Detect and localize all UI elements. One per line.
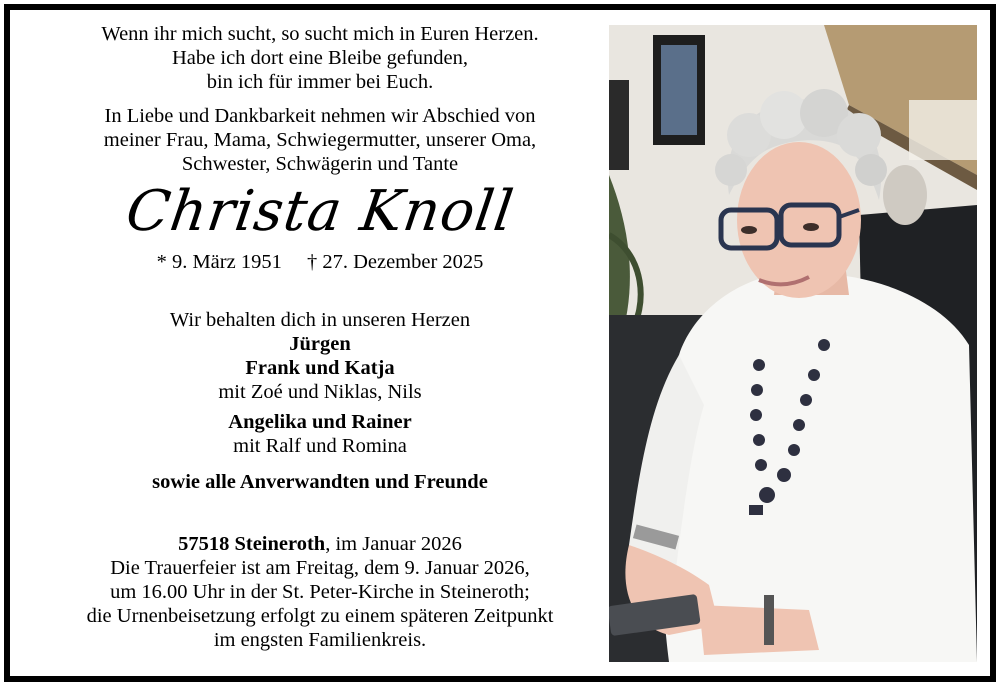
intro [40, 104, 600, 176]
portrait-photo [609, 25, 977, 662]
poem [40, 22, 600, 94]
intro-line: meiner Frau, Mama, Schwiegermutter, unserer Oma, [103, 129, 537, 151]
service-info [40, 556, 600, 652]
child-family-1: Frank und Katja [245, 357, 395, 379]
life-dates [40, 250, 600, 274]
death-date: † 27. Dezember 2025 [306, 251, 484, 273]
service-line: um 16.00 Uhr in der St. Peter-Kirche in Steineroth; [110, 581, 530, 603]
grandchildren-2: mit Ralf und Romina [233, 435, 407, 457]
place-month: , im Januar 2026 [325, 533, 462, 555]
intro-line: In Liebe und Dankbarkeit nehmen wir Abschied von [104, 105, 536, 127]
service-line: die Urnenbeisetzung erfolgt zu einem späteren Zeitpunkt [86, 605, 554, 627]
family-heading: Wir behalten dich in unseren Herzen [169, 309, 471, 331]
spouse-name: Jürgen [289, 333, 351, 355]
poem-line: bin ich für immer bei Euch. [206, 71, 434, 93]
grandchildren-1: mit Zoé und Niklas, Nils [218, 381, 422, 403]
poem-line: Wenn ihr mich sucht, so sucht mich in Euren Herzen. [101, 23, 539, 45]
child-family-2: Angelika und Rainer [228, 411, 412, 433]
obituary-text [40, 22, 600, 652]
poem-line: Habe ich dort eine Bleibe gefunden, [172, 47, 468, 69]
intro-line: Schwester, Schwägerin und Tante [181, 153, 459, 175]
birth-date: * 9. März 1951 [156, 251, 282, 273]
service-line: im engsten Familienkreis. [213, 629, 427, 651]
relatives-line: sowie alle Anverwandten und Freunde [152, 471, 488, 493]
deceased-name: Christa Knoll [122, 179, 518, 244]
obituary-card [4, 4, 996, 682]
portrait-illustration [609, 25, 977, 662]
family-section [40, 308, 600, 494]
place-name: 57518 Steineroth [178, 533, 326, 555]
service-line: Die Trauerfeier ist am Freitag, dem 9. Januar 2026, [110, 557, 530, 579]
place-date-line [40, 532, 600, 556]
